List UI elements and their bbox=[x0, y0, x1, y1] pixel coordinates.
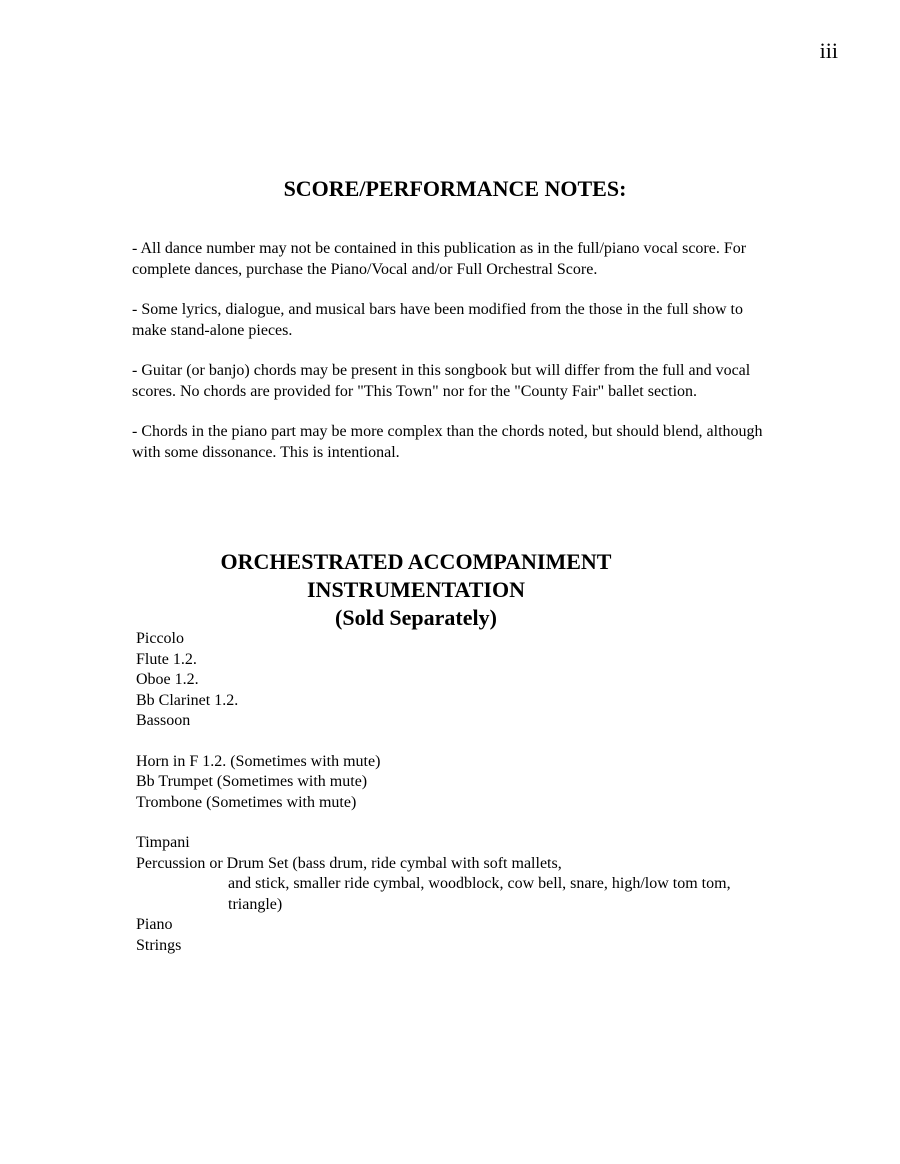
page-number: iii bbox=[819, 38, 838, 63]
instrument-piccolo: Piccolo bbox=[136, 630, 184, 647]
orchestration-title-line-1: ORCHESTRATED ACCOMPANIMENT bbox=[220, 549, 612, 574]
instrument-bassoon: Bassoon bbox=[136, 712, 191, 729]
score-notes-title: SCORE/PERFORMANCE NOTES: bbox=[283, 176, 627, 201]
instrument-percussion: Percussion or Drum Set (bass drum, ride cymbal with soft mallets, bbox=[136, 854, 562, 872]
orchestration-title-line-2: INSTRUMENTATION bbox=[307, 577, 525, 602]
brass-group bbox=[136, 752, 836, 814]
instrument-flute: Flute 1.2. bbox=[136, 650, 197, 668]
instrument-clarinet: Bb Clarinet 1.2. bbox=[136, 691, 239, 709]
instrument-list bbox=[136, 629, 836, 976]
instrument-trumpet: Bb Trumpet (Sometimes with mute) bbox=[136, 773, 368, 790]
note-dance-numbers: - All dance number may not be contained in this publication as in the full/piano vocal score. For complete dances, purchase the Piano/Vocal and/or Full Orchestral Score. bbox=[132, 240, 747, 278]
instrument-piano: Piano bbox=[136, 916, 173, 933]
rhythm-group bbox=[136, 833, 836, 956]
note-piano-chords: - Chords in the piano part may be more complex than the chords noted, but should blend, although with some dissonance. This is intentional. bbox=[132, 423, 763, 461]
orchestration-title-line-3: (Sold Separately) bbox=[335, 605, 497, 630]
score-notes-list bbox=[132, 239, 772, 483]
instrument-oboe: Oboe 1.2. bbox=[136, 671, 199, 688]
instrument-percussion-continued-2: triangle) bbox=[228, 895, 283, 913]
instrument-timpani: Timpani bbox=[136, 834, 190, 851]
woodwinds-group bbox=[136, 629, 836, 732]
note-lyrics-modified: - Some lyrics, dialogue, and musical bars have been modified from the those in the full show to make stand-alone pieces. bbox=[132, 301, 743, 339]
instrument-percussion-continued: and stick, smaller ride cymbal, woodblock, cow bell, snare, high/low tom tom, bbox=[228, 875, 731, 892]
note-guitar-chords: - Guitar (or banjo) chords may be present in this songbook but will differ from the full and vocal scores. No chords are provided for "This Town" nor for the "County Fair" ballet section. bbox=[132, 362, 751, 400]
instrument-horn: Horn in F 1.2. (Sometimes with mute) bbox=[136, 752, 381, 770]
orchestration-title bbox=[0, 548, 832, 632]
instrument-trombone: Trombone (Sometimes with mute) bbox=[136, 793, 357, 811]
instrument-strings: Strings bbox=[136, 936, 182, 954]
